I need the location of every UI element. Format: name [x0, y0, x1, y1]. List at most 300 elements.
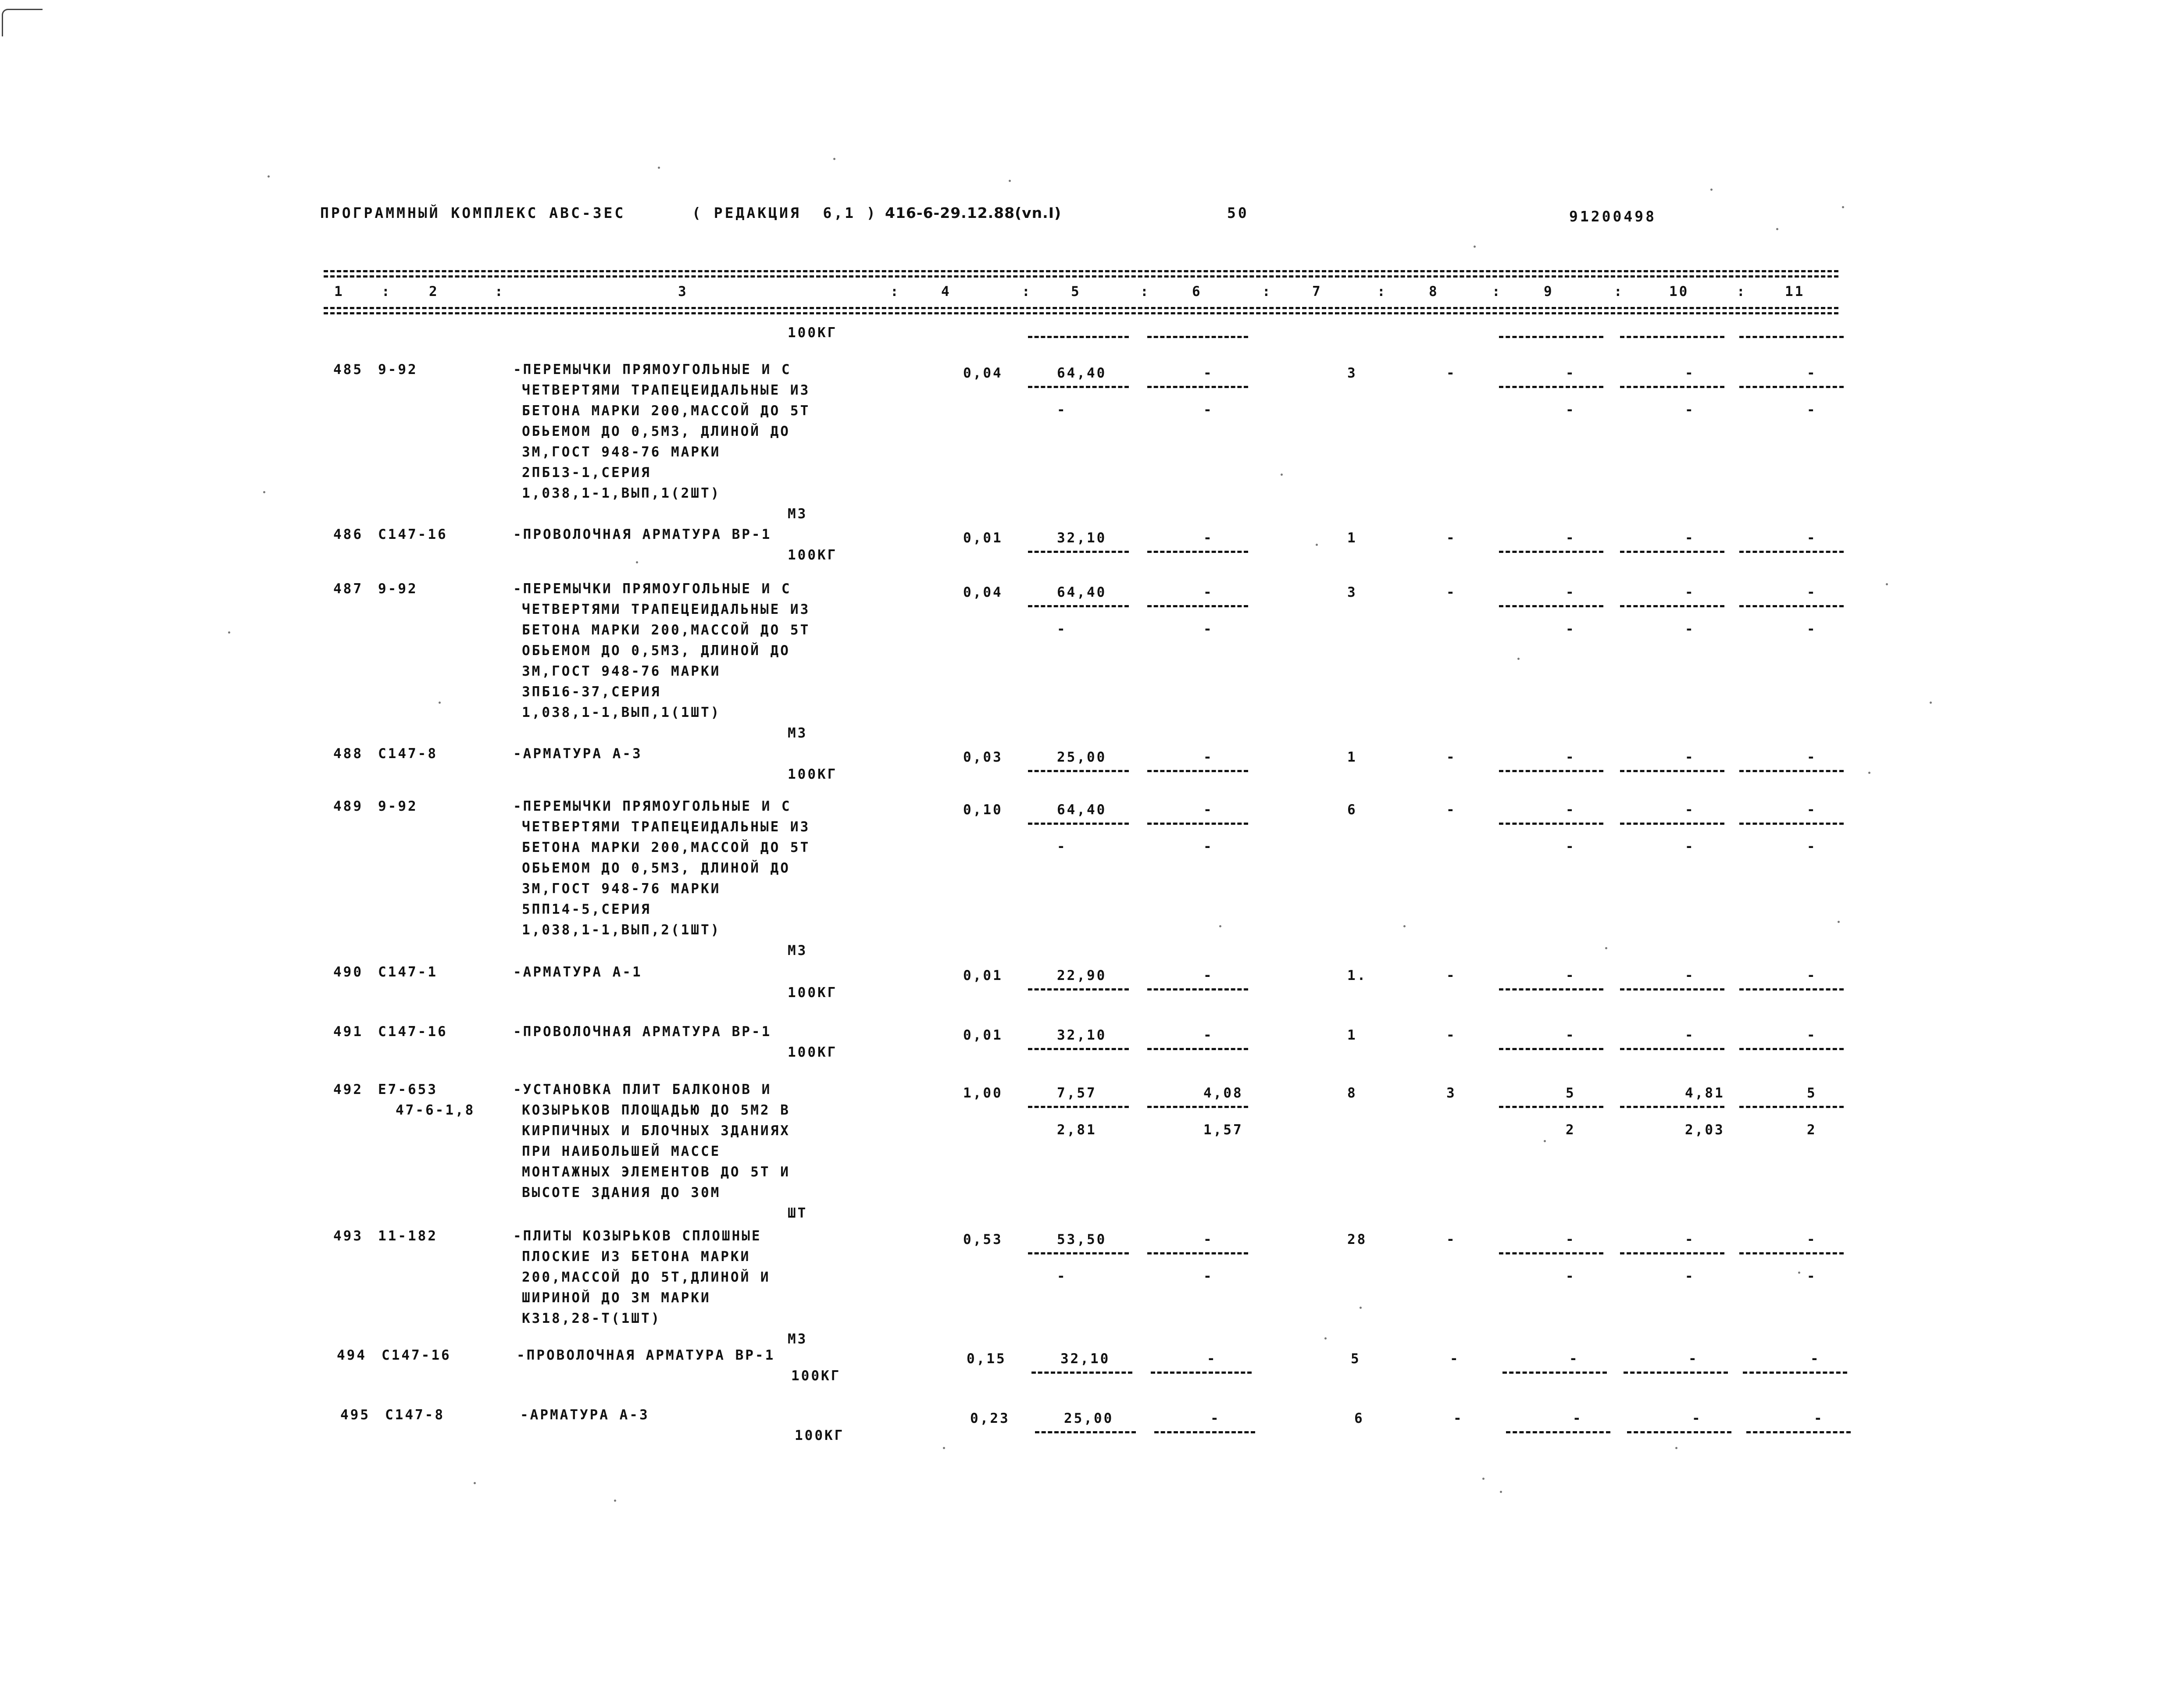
cell-c6: - — [1203, 968, 1213, 983]
cell-rule-c9 — [1506, 1431, 1610, 1433]
row-unit: 100КГ — [788, 547, 838, 563]
header-rule-bottom-2 — [324, 312, 1838, 314]
row-description-line: КИРПИЧНЫХ И БЛОЧНЫХ ЗДАНИЯХ — [522, 1123, 790, 1139]
row-description-line: 2ПБ13-1,СЕРИЯ — [522, 465, 651, 481]
column-header-2: 2 — [429, 284, 439, 299]
cell-c11b: - — [1807, 1268, 1817, 1284]
cell-rule-c10 — [1627, 1431, 1731, 1433]
scan-speck — [1219, 925, 1221, 927]
cell-rule-c9 — [1502, 1372, 1607, 1374]
cell-c11: - — [1814, 1411, 1824, 1426]
row-description-line: ЧЕТВЕРТЯМИ ТРАПЕЦЕИДАЛЬНЫЕ ИЗ — [522, 382, 810, 398]
scan-speck — [1544, 1140, 1546, 1142]
row-description-line: -АРМАТУРА А-3 — [513, 746, 642, 762]
scan-speck — [1500, 1491, 1502, 1493]
cell-c4: 0,04 — [963, 584, 1003, 600]
cell-c4: 0,04 — [963, 365, 1003, 381]
cell-rule-c6 — [1151, 1372, 1252, 1374]
cell-c8: - — [1446, 365, 1456, 381]
cell-c9b: - — [1566, 839, 1576, 855]
row-number: 490 — [333, 964, 363, 980]
cell-c11b: - — [1807, 621, 1817, 637]
cell-rule-c10 — [1620, 823, 1724, 825]
scan-corner-mark — [2, 9, 43, 36]
row-unit: М3 — [788, 725, 808, 741]
cell-c8: - — [1446, 1232, 1456, 1247]
cell-rule-c11 — [1739, 988, 1844, 990]
scan-speck — [1281, 474, 1283, 476]
row-description-line: -ПРОВОЛОЧНАЯ АРМАТУРА ВР-1 — [513, 1024, 772, 1040]
row-number: 494 — [337, 1347, 367, 1363]
column-separator: : — [1614, 284, 1624, 299]
cell-c11b: - — [1807, 402, 1817, 418]
column-separator: : — [1377, 284, 1387, 299]
row-code: Е7-653 — [378, 1082, 438, 1097]
cell-c5b: - — [1057, 1268, 1067, 1284]
header-rule-bottom — [324, 307, 1838, 309]
cell-c4: 0,01 — [963, 1027, 1003, 1043]
cell-c8: - — [1446, 802, 1456, 818]
cell-rule-c10 — [1620, 988, 1724, 990]
column-header-7: 7 — [1312, 284, 1322, 299]
cell-c4: 1,00 — [963, 1085, 1003, 1101]
header-rule-top — [324, 270, 1838, 272]
row-description-line: ОБЬЕМОМ ДО 0,5М3, ДЛИНОЙ ДО — [522, 424, 790, 439]
row-number: 492 — [333, 1082, 363, 1097]
carryover-rule-c9 — [1499, 336, 1603, 338]
cell-c9b: - — [1566, 621, 1576, 637]
cell-rule-c9 — [1499, 386, 1603, 388]
cell-c5b: 2,81 — [1057, 1122, 1097, 1138]
carryover-rule-c11 — [1739, 336, 1844, 338]
cell-c5: 64,40 — [1057, 802, 1107, 818]
cell-c10: - — [1685, 365, 1695, 381]
row-description-line: ПРИ НАИБОЛЬШЕЙ МАССЕ — [522, 1144, 721, 1159]
cell-rule-c11 — [1739, 770, 1844, 772]
row-code: С147-8 — [378, 746, 438, 762]
cell-c10: 4,81 — [1685, 1085, 1725, 1101]
cell-c5b: - — [1057, 839, 1067, 855]
carryover-rule-c5 — [1028, 336, 1129, 338]
cell-rule-c11 — [1746, 1431, 1851, 1433]
scan-speck — [1324, 1337, 1327, 1340]
cell-rule-c6 — [1147, 770, 1248, 772]
row-description-line: -ПРОВОЛОЧНАЯ АРМАТУРА ВР-1 — [513, 527, 772, 542]
cell-c6: - — [1203, 584, 1213, 600]
cell-rule-c9 — [1499, 1252, 1603, 1254]
row-description-line: 1,038,1-1,ВЫП,1(1ШТ) — [522, 705, 721, 720]
column-separator: : — [1737, 284, 1747, 299]
cell-rule-c10 — [1620, 551, 1724, 553]
cell-c6b: - — [1203, 621, 1213, 637]
row-number: 489 — [333, 798, 363, 814]
cell-c7: 1. — [1347, 968, 1367, 983]
row-code: 9-92 — [378, 581, 418, 597]
scan-speck — [1798, 1272, 1800, 1274]
cell-c7: 5 — [1351, 1351, 1361, 1367]
row-description-line: МОНТАЖНЫХ ЭЛЕМЕНТОВ ДО 5Т И — [522, 1164, 790, 1180]
cell-rule-c9 — [1499, 551, 1603, 553]
row-description-line: 3ПБ16-37,СЕРИЯ — [522, 684, 661, 700]
row-code: С147-16 — [378, 527, 448, 542]
cell-rule-c11 — [1743, 1372, 1847, 1374]
scan-speck — [439, 702, 441, 704]
cell-c10b: - — [1685, 1268, 1695, 1284]
cell-c5: 25,00 — [1064, 1411, 1114, 1426]
cell-c10b: - — [1685, 402, 1695, 418]
cell-c9: - — [1566, 749, 1576, 765]
cell-c10: - — [1692, 1411, 1702, 1426]
cell-c6b: - — [1203, 1268, 1213, 1284]
column-header-8: 8 — [1429, 284, 1439, 299]
cell-c9: - — [1566, 968, 1576, 983]
cell-rule-c9 — [1499, 823, 1603, 825]
page-number: 50 — [1227, 204, 1249, 221]
cell-rule-c6 — [1147, 1106, 1248, 1108]
cell-rule-c9 — [1499, 605, 1603, 607]
cell-c7: 1 — [1347, 1027, 1357, 1043]
document-code: 91200498 — [1569, 208, 1656, 225]
row-description-line: -АРМАТУРА А-1 — [513, 964, 642, 980]
cell-rule-c9 — [1499, 988, 1603, 990]
column-separator: : — [1492, 284, 1502, 299]
cell-c11: - — [1807, 1232, 1817, 1247]
scan-speck — [268, 175, 270, 178]
cell-rule-c10 — [1620, 1048, 1724, 1050]
row-description-line: -ПЕРЕМЫЧКИ ПРЯМОУГОЛЬНЫЕ И С — [513, 581, 792, 597]
cell-rule-c5 — [1028, 988, 1129, 990]
row-description-line: -АРМАТУРА А-3 — [520, 1407, 649, 1423]
cell-rule-c11 — [1739, 386, 1844, 388]
cell-c6b: 1,57 — [1203, 1122, 1243, 1138]
scan-speck — [1605, 947, 1607, 949]
row-description-line: КОЗЫРЬКОВ ПЛОЩАДЬЮ ДО 5М2 В — [522, 1102, 790, 1118]
scan-speck — [263, 491, 265, 493]
cell-c10: - — [1688, 1351, 1699, 1367]
cell-c5: 32,10 — [1057, 1027, 1107, 1043]
scan-speck — [636, 561, 638, 563]
cell-c9b: 2 — [1566, 1122, 1576, 1138]
row-number: 485 — [333, 362, 363, 378]
row-description-line: ВЫСОТЕ ЗДАНИЯ ДО 30М — [522, 1185, 721, 1201]
column-header-11: 11 — [1785, 284, 1805, 299]
row-description-line: 5ПП14-5,СЕРИЯ — [522, 901, 651, 917]
row-code: 9-92 — [378, 362, 418, 378]
row-description-line: -ПРОВОЛОЧНАЯ АРМАТУРА ВР-1 — [517, 1347, 775, 1363]
row-description-line: БЕТОНА МАРКИ 200,МАССОЙ ДО 5Т — [522, 840, 810, 855]
cell-rule-c10 — [1620, 770, 1724, 772]
scan-speck — [1360, 1307, 1362, 1309]
column-separator: : — [495, 284, 505, 299]
cell-rule-c11 — [1739, 1048, 1844, 1050]
row-number: 495 — [340, 1407, 370, 1423]
cell-c5b: - — [1057, 621, 1067, 637]
row-unit: 100КГ — [788, 766, 838, 782]
column-separator: : — [890, 284, 900, 299]
cell-c10: - — [1685, 749, 1695, 765]
cell-c10: - — [1685, 802, 1695, 818]
scan-speck — [1482, 1478, 1485, 1480]
scan-speck — [1675, 1447, 1677, 1449]
scan-speck — [1868, 772, 1870, 774]
cell-c11: 5 — [1807, 1085, 1817, 1101]
cell-rule-c10 — [1620, 605, 1724, 607]
row-description-line: БЕТОНА МАРКИ 200,МАССОЙ ДО 5Т — [522, 403, 810, 419]
carryover-rule-c6 — [1147, 336, 1248, 338]
scan-speck — [614, 1500, 616, 1502]
cell-rule-c11 — [1739, 1252, 1844, 1254]
cell-c10: - — [1685, 530, 1695, 546]
cell-c7: 3 — [1347, 584, 1357, 600]
cell-rule-c10 — [1624, 1372, 1728, 1374]
cell-rule-c5 — [1031, 1372, 1132, 1374]
column-header-10: 10 — [1669, 284, 1689, 299]
cell-c8: - — [1446, 1027, 1456, 1043]
cell-rule-c5 — [1028, 551, 1129, 553]
column-header-1: 1 — [334, 284, 344, 299]
cell-c11: - — [1807, 584, 1817, 600]
cell-rule-c9 — [1499, 1048, 1603, 1050]
cell-rule-c6 — [1147, 551, 1248, 553]
scan-speck — [1316, 544, 1318, 546]
row-number: 486 — [333, 527, 363, 542]
scan-speck — [658, 167, 660, 169]
cell-c6: - — [1203, 365, 1213, 381]
row-number: 491 — [333, 1024, 363, 1040]
cell-rule-c6 — [1154, 1431, 1255, 1433]
column-separator: : — [382, 284, 392, 299]
row-unit: 100КГ — [788, 1044, 838, 1060]
scan-speck — [1009, 180, 1011, 182]
scan-speck — [1776, 228, 1778, 230]
cell-c9: - — [1566, 802, 1576, 818]
cell-rule-c5 — [1028, 1106, 1129, 1108]
cell-rule-c5 — [1028, 823, 1129, 825]
row-unit: М3 — [788, 1331, 808, 1347]
cell-c8: - — [1446, 749, 1456, 765]
scan-speck — [1842, 206, 1844, 208]
cell-rule-c5 — [1035, 1431, 1136, 1433]
cell-c4: 0,01 — [963, 530, 1003, 546]
cell-rule-c9 — [1499, 770, 1603, 772]
cell-rule-c6 — [1147, 386, 1248, 388]
row-code: С147-16 — [382, 1347, 451, 1363]
cell-c11: - — [1807, 1027, 1817, 1043]
cell-c7: 6 — [1354, 1411, 1364, 1426]
cell-c9: - — [1569, 1351, 1579, 1367]
cell-c9b: - — [1566, 1268, 1576, 1284]
cell-c7: 8 — [1347, 1085, 1357, 1101]
cell-c10b: - — [1685, 839, 1695, 855]
header-rule-top-2 — [324, 275, 1838, 278]
cell-c5: 22,90 — [1057, 968, 1107, 983]
cell-c6: - — [1203, 1232, 1213, 1247]
cell-c10b: - — [1685, 621, 1695, 637]
row-description-line: -ПЛИТЫ КОЗЫРЬКОВ СПЛОШНЫЕ — [513, 1228, 762, 1244]
row-description-line: ОБЬЕМОМ ДО 0,5М3, ДЛИНОЙ ДО — [522, 643, 790, 659]
scan-speck — [1517, 658, 1520, 660]
cell-c11b: - — [1807, 839, 1817, 855]
cell-c4: 0,23 — [970, 1411, 1010, 1426]
edition-label: ( РЕДАКЦИЯ 6,1 ) — [692, 204, 878, 221]
row-description-line: -УСТАНОВКА ПЛИТ БАЛКОНОВ И — [513, 1082, 772, 1097]
row-code: С147-8 — [385, 1407, 445, 1423]
row-description-line: ЧЕТВЕРТЯМИ ТРАПЕЦЕИДАЛЬНЫЕ ИЗ — [522, 602, 810, 617]
scan-speck — [833, 158, 835, 160]
carryover-unit: 100КГ — [788, 325, 838, 341]
cell-c5: 7,57 — [1057, 1085, 1097, 1101]
cell-c5: 53,50 — [1057, 1232, 1107, 1247]
cell-c6: - — [1203, 802, 1213, 818]
carryover-rule-c10 — [1620, 336, 1724, 338]
column-header-5: 5 — [1071, 284, 1081, 299]
column-header-6: 6 — [1192, 284, 1202, 299]
cell-c9: - — [1573, 1411, 1583, 1426]
cell-c9b: - — [1566, 402, 1576, 418]
cell-c5: 25,00 — [1057, 749, 1107, 765]
cell-c4: 0,10 — [963, 802, 1003, 818]
cell-rule-c5 — [1028, 386, 1129, 388]
cell-c9: - — [1566, 1232, 1576, 1247]
cell-rule-c5 — [1028, 1048, 1129, 1050]
row-description-line: БЕТОНА МАРКИ 200,МАССОЙ ДО 5Т — [522, 622, 810, 638]
column-separator: : — [1262, 284, 1272, 299]
row-description-line: -ПЕРЕМЫЧКИ ПРЯМОУГОЛЬНЫЕ И С — [513, 362, 792, 378]
cell-c10: - — [1685, 1027, 1695, 1043]
row-description-line: 3М,ГОСТ 948-76 МАРКИ — [522, 444, 721, 460]
column-header-9: 9 — [1544, 284, 1554, 299]
scan-speck — [1838, 921, 1840, 923]
cell-c10: - — [1685, 1232, 1695, 1247]
cell-c7: 1 — [1347, 530, 1357, 546]
cell-c11b: 2 — [1807, 1122, 1817, 1138]
cell-c4: 0,53 — [963, 1232, 1003, 1247]
row-code: 9-92 — [378, 798, 418, 814]
cell-c7: 1 — [1347, 749, 1357, 765]
cell-c8: - — [1446, 584, 1456, 600]
cell-c6b: - — [1203, 402, 1213, 418]
scan-speck — [1930, 702, 1932, 704]
row-unit: ШТ — [788, 1205, 808, 1221]
row-number: 488 — [333, 746, 363, 762]
cell-c4: 0,01 — [963, 968, 1003, 983]
row-description-line: ЧЕТВЕРТЯМИ ТРАПЕЦЕИДАЛЬНЫЕ ИЗ — [522, 819, 810, 835]
cell-c5b: - — [1057, 402, 1067, 418]
cell-c8: - — [1450, 1351, 1460, 1367]
cell-rule-c11 — [1739, 823, 1844, 825]
project-number: 416-6-29.12.88(vn.I) — [885, 204, 1062, 221]
row-code: С147-1 — [378, 964, 438, 980]
row-description-line: 200,МАССОЙ ДО 5Т,ДЛИНОЙ И — [522, 1269, 771, 1285]
cell-c5: 64,40 — [1057, 584, 1107, 600]
row-description-line: ШИРИНОЙ ДО 3М МАРКИ — [522, 1290, 711, 1306]
cell-c9: - — [1566, 584, 1576, 600]
scan-speck — [1474, 246, 1476, 248]
scan-speck — [228, 631, 230, 634]
scan-speck — [1403, 925, 1406, 927]
cell-c7: 28 — [1347, 1232, 1367, 1247]
cell-c7: 6 — [1347, 802, 1357, 818]
cell-c6: - — [1207, 1351, 1217, 1367]
row-code: 47-6-1,8 — [396, 1102, 475, 1118]
row-description-line: -ПЕРЕМЫЧКИ ПРЯМОУГОЛЬНЫЕ И С — [513, 798, 792, 814]
cell-c6: 4,08 — [1203, 1085, 1243, 1101]
cell-c6b: - — [1203, 839, 1213, 855]
cell-c8: - — [1446, 968, 1456, 983]
row-description-line: КЗ18,28-Т(1ШТ) — [522, 1311, 661, 1326]
row-description-line: ОБЬЕМОМ ДО 0,5М3, ДЛИНОЙ ДО — [522, 860, 790, 876]
scan-speck — [1886, 583, 1888, 585]
cell-c6: - — [1203, 749, 1213, 765]
cell-c6: - — [1210, 1411, 1220, 1426]
row-description-line: ПЛОСКИЕ ИЗ БЕТОНА МАРКИ — [522, 1249, 751, 1265]
cell-c9: 5 — [1566, 1085, 1576, 1101]
row-unit: М3 — [788, 506, 808, 522]
cell-c6: - — [1203, 1027, 1213, 1043]
column-separator: : — [1022, 284, 1032, 299]
cell-c10b: 2,03 — [1685, 1122, 1725, 1138]
cell-c11: - — [1807, 802, 1817, 818]
cell-c11: - — [1807, 968, 1817, 983]
cell-c9: - — [1566, 365, 1576, 381]
cell-rule-c6 — [1147, 1252, 1248, 1254]
cell-c5: 32,10 — [1057, 530, 1107, 546]
cell-rule-c10 — [1620, 1106, 1724, 1108]
cell-rule-c10 — [1620, 386, 1724, 388]
cell-c11: - — [1807, 365, 1817, 381]
cell-c10: - — [1685, 584, 1695, 600]
cell-c4: 0,03 — [963, 749, 1003, 765]
program-title: ПРОГРАММНЫЙ КОМПЛЕКС АВС-3ЕС — [320, 204, 626, 221]
cell-c6: - — [1203, 530, 1213, 546]
cell-rule-c6 — [1147, 988, 1248, 990]
row-unit: 100КГ — [791, 1368, 841, 1384]
cell-rule-c11 — [1739, 605, 1844, 607]
cell-rule-c10 — [1620, 1252, 1724, 1254]
scan-speck — [1710, 189, 1713, 191]
cell-rule-c6 — [1147, 605, 1248, 607]
cell-c11: - — [1807, 749, 1817, 765]
row-unit: 100КГ — [795, 1428, 845, 1443]
cell-c11: - — [1807, 530, 1817, 546]
row-unit: 100КГ — [788, 985, 838, 1001]
row-code: С147-16 — [378, 1024, 448, 1040]
cell-rule-c11 — [1739, 551, 1844, 553]
row-description-line: 1,038,1-1,ВЫП,1(2ШТ) — [522, 485, 721, 501]
cell-rule-c11 — [1739, 1106, 1844, 1108]
cell-c8: - — [1453, 1411, 1463, 1426]
cell-rule-c9 — [1499, 1106, 1603, 1108]
cell-c8: 3 — [1446, 1085, 1456, 1101]
cell-c9: - — [1566, 1027, 1576, 1043]
cell-c9: - — [1566, 530, 1576, 546]
column-header-4: 4 — [941, 284, 951, 299]
cell-c10: - — [1685, 968, 1695, 983]
row-unit: М3 — [788, 943, 808, 958]
cell-rule-c5 — [1028, 605, 1129, 607]
cell-c8: - — [1446, 530, 1456, 546]
cell-rule-c6 — [1147, 823, 1248, 825]
cell-c5: 32,10 — [1060, 1351, 1110, 1367]
row-description-line: 3М,ГОСТ 948-76 МАРКИ — [522, 663, 721, 679]
row-description-line: 3М,ГОСТ 948-76 МАРКИ — [522, 881, 721, 897]
cell-rule-c6 — [1147, 1048, 1248, 1050]
cell-c4: 0,15 — [967, 1351, 1006, 1367]
row-description-line: 1,038,1-1,ВЫП,2(1ШТ) — [522, 922, 721, 938]
row-number: 493 — [333, 1228, 363, 1244]
column-header-3: 3 — [678, 284, 688, 299]
cell-c5: 64,40 — [1057, 365, 1107, 381]
